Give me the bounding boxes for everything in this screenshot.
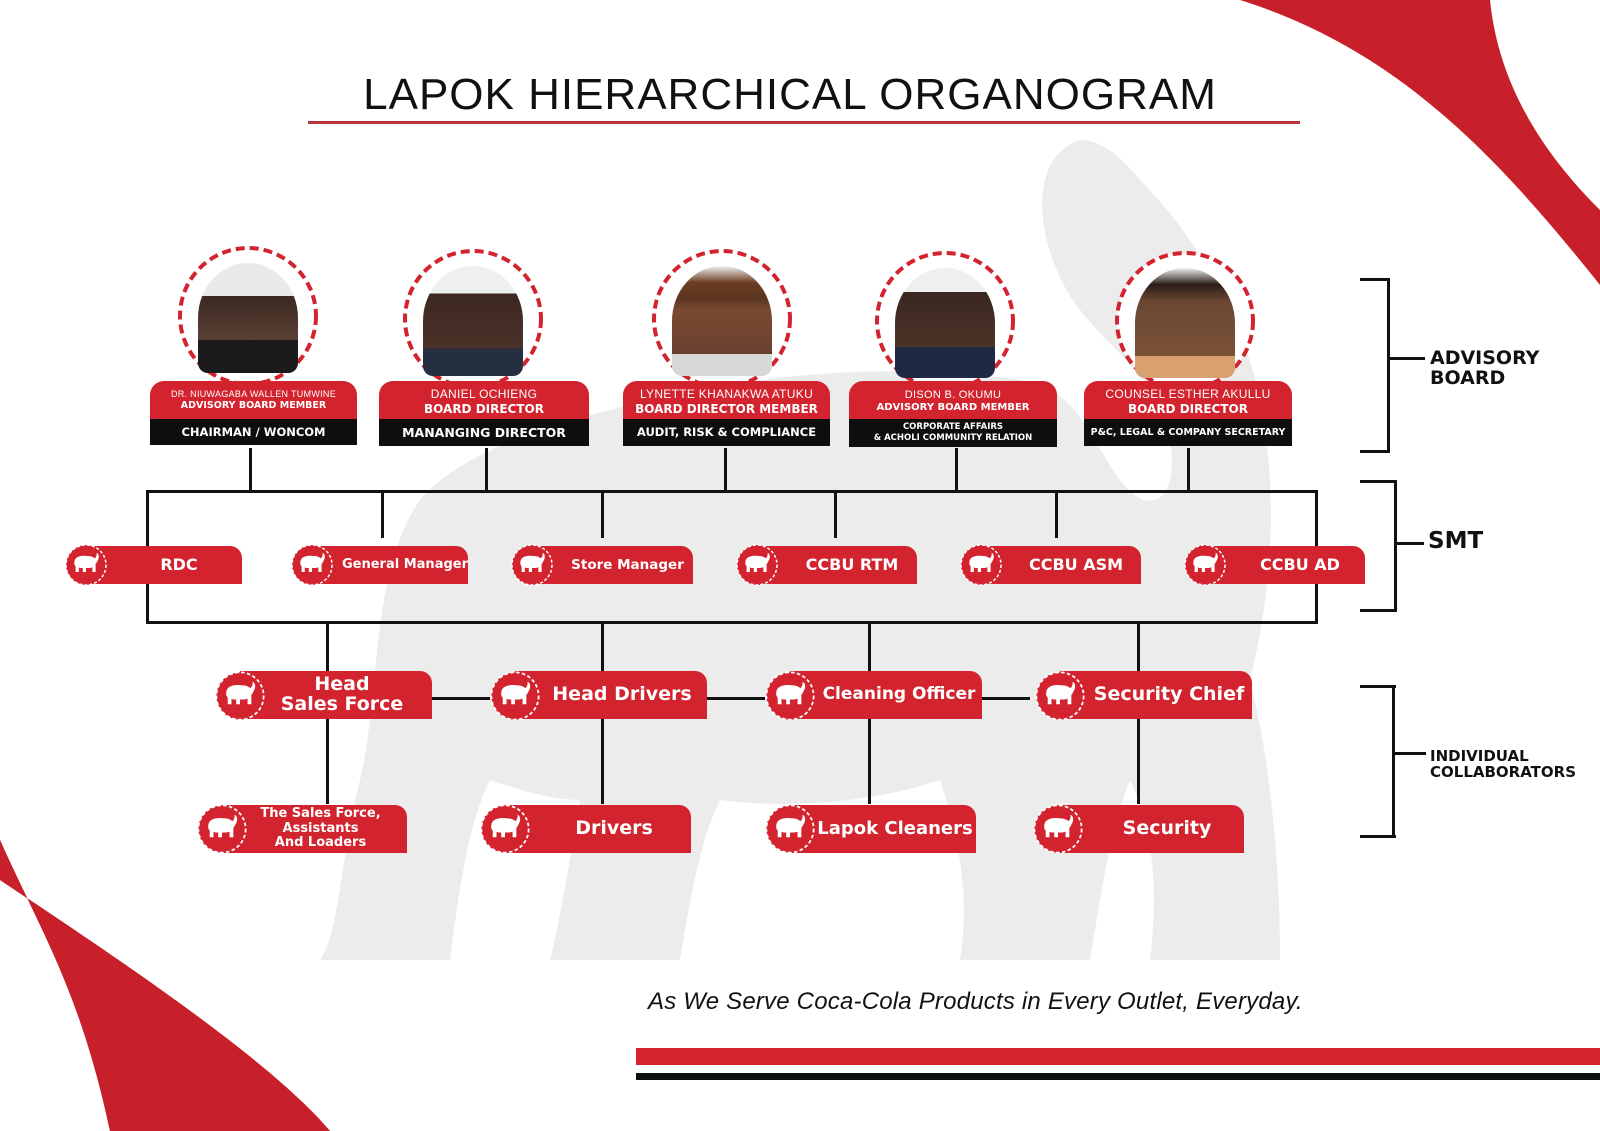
footer-slogan: As We Serve Coca-Cola Products in Every Outlet, Everyday. (648, 988, 1303, 1015)
elephant-seal-icon (735, 543, 779, 587)
unit-badge-ccbu-ad: CCBU AD (1203, 546, 1365, 584)
portrait-frame (870, 246, 1020, 396)
unit-badge-ccbu-asm: CCBU ASM (979, 546, 1141, 584)
elephant-seal-icon (64, 543, 108, 587)
member-name: COUNSEL ESTHER AKULLU (1105, 387, 1271, 401)
unit-badge-sales-force: The Sales Force, Assistants And Loaders (222, 805, 407, 853)
avatar (198, 263, 298, 373)
avatar (672, 266, 772, 376)
member-portfolio: AUDIT, RISK & COMPLIANCE (623, 419, 830, 446)
unit-badge-cleaning-officer: Cleaning Officer (790, 671, 982, 719)
unit-badge-security-chief: Security Chief (1060, 671, 1252, 719)
elephant-seal-icon (959, 543, 1003, 587)
avatar (423, 266, 523, 376)
portrait-frame (173, 241, 323, 391)
unit-badge-head-sales-force: Head Sales Force (240, 671, 432, 719)
member-name: DR. NIUWAGABA WALLEN TUMWINE (170, 389, 337, 399)
unit-badge-head-drivers: Head Drivers (515, 671, 707, 719)
member-portfolio: CORPORATE AFFAIRS & ACHOLI COMMUNITY RELATION (849, 419, 1057, 447)
avatar (1135, 268, 1235, 378)
footer-black-stripe (636, 1073, 1600, 1080)
member-role: BOARD DIRECTOR (424, 402, 544, 416)
tier-label-individual: INDIVIDUAL (1430, 747, 1529, 765)
elephant-seal-icon (764, 670, 816, 722)
member-name: LYNETTE KHANAKWA ATUKU (639, 387, 814, 401)
unit-badge-drivers: Drivers (505, 805, 691, 853)
footer-red-stripe (636, 1048, 1600, 1065)
unit-badge-rdc: RDC (84, 546, 242, 584)
portrait-frame (398, 244, 548, 394)
elephant-seal-icon (196, 803, 248, 855)
title-underline (308, 121, 1300, 124)
tier-label-advisory: ADVISORY (1430, 347, 1540, 369)
tier-label-smt: SMT (1428, 528, 1484, 554)
elephant-seal-icon (1032, 803, 1084, 855)
elephant-seal-icon (489, 670, 541, 722)
elephant-seal-icon (510, 543, 554, 587)
member-role: ADVISORY BOARD MEMBER (876, 402, 1030, 413)
elephant-seal-icon (1034, 670, 1086, 722)
elephant-seal-icon (290, 543, 334, 587)
member-role: BOARD DIRECTOR MEMBER (635, 402, 818, 416)
portrait-frame (1110, 246, 1260, 396)
elephant-seal-icon (1183, 543, 1227, 587)
avatar (895, 268, 995, 378)
elephant-seal-icon (479, 803, 531, 855)
portrait-frame (647, 244, 797, 394)
page-title: LAPOK HIERARCHICAL ORGANOGRAM (363, 70, 1217, 119)
member-name: DANIEL OCHIENG (430, 387, 538, 401)
member-name: DISON B. OKUMU (904, 389, 1002, 401)
elephant-seal-icon (764, 803, 816, 855)
unit-badge-security: Security (1058, 805, 1244, 853)
member-role: BOARD DIRECTOR (1128, 402, 1248, 416)
unit-badge-ccbu-rtm: CCBU RTM (755, 546, 917, 584)
member-portfolio: MANANGING DIRECTOR (379, 419, 589, 446)
member-portfolio: P&C, LEGAL & COMPANY SECRETARY (1084, 419, 1292, 446)
unit-badge-general-manager: General Manager (310, 546, 468, 584)
elephant-seal-icon (214, 670, 266, 722)
member-portfolio: CHAIRMAN / WONCOM (150, 419, 357, 445)
unit-badge-store-manager: Store Manager (530, 546, 693, 584)
member-role: ADVISORY BOARD MEMBER (180, 400, 327, 411)
unit-badge-lapok-cleaners: Lapok Cleaners (790, 805, 976, 853)
